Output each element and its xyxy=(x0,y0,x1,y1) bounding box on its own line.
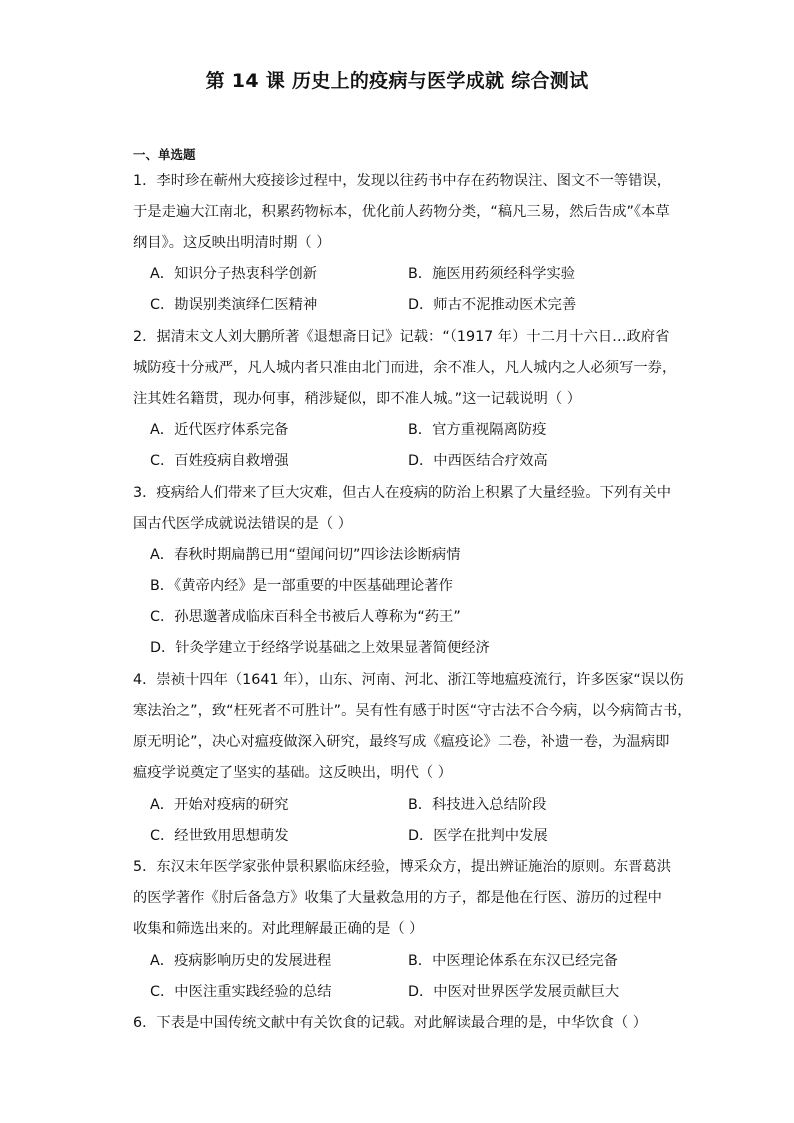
question-4-option-c: C．经世致用思想萌发 xyxy=(150,828,289,844)
question-3-line-2: 国古代医学成就说法错误的是（ ） xyxy=(133,516,352,532)
question-4-line-2: 寒法治之”，致“枉死者不可胜计”。吴有性有感于时医“守古法不合今病，以今病简古书， xyxy=(133,703,692,719)
question-5-option-a: A．疫病影响历史的发展进程 xyxy=(150,953,332,969)
question-1-line-3: 纲目》。这反映出明清时期（ ） xyxy=(133,235,331,251)
question-3-option-c: C．孙思邈著成临床百科全书被后人尊称为“药王” xyxy=(150,609,461,625)
question-1-line-2: 于是走遍大江南北，积累药物标本，优化前人药物分类，“稿凡三易，然后告成”《本草 xyxy=(133,204,670,220)
page-title: 第 14 课 历史上的疫病与医学成就 综合测试 xyxy=(205,70,589,92)
question-6-line-1: 6．下表是中国传统文献中有关饮食的记载。对此解读最合理的是，中华饮食（ ） xyxy=(133,1015,648,1031)
question-1-option-b: B．施医用药须经科学实验 xyxy=(408,266,576,282)
question-4-option-a: A．开始对疫病的研究 xyxy=(150,797,289,813)
question-3-line-1: 3．疫病给人们带来了巨大灾难，但古人在疫病的防治上积累了大量经验。下列有关中 xyxy=(133,485,672,501)
question-5-line-2: 的医学著作《肘后备急方》收集了大量救急用的方子，都是他在行医、游历的过程中 xyxy=(133,890,662,906)
question-4-line-1: 4．崇祯十四年（1641 年），山东、河南、河北、浙江等地瘟疫流行，许多医家“误以伤 xyxy=(133,672,684,688)
section-heading: 一、单选题 xyxy=(133,147,196,162)
question-2-line-1: 2．据清末文人刘大鹏所著《退想斋日记》记载：“（1917 年）十二月十六日…政府省 xyxy=(133,329,670,345)
question-4-option-b: B．科技进入总结阶段 xyxy=(408,797,547,813)
question-2-line-2: 城防疫十分戒严，凡人城内者只准由北门而进，余不准人，凡人城内之人必须写一券， xyxy=(133,360,677,376)
question-4-line-3: 原无明论”，决心对瘟疫做深入研究，最终写成《瘟疫论》二卷，补遗一卷，为温病即 xyxy=(133,734,670,750)
question-3-option-b: B．《黄帝内经》是一部重要的中医基础理论著作 xyxy=(150,578,453,594)
question-5-option-d: D．中医对世界医学发展贡献巨大 xyxy=(408,984,620,1000)
question-2-option-d: D．中西医结合疗效高 xyxy=(408,453,548,469)
question-1-option-c: C．勘误别类演绎仁医精神 xyxy=(150,297,318,313)
question-5-option-b: B．中医理论体系在东汉已经完备 xyxy=(408,953,618,969)
question-4-line-4: 瘟疫学说奠定了坚实的基础。这反映出，明代（ ） xyxy=(133,765,453,781)
question-2-option-b: B．官方重视隔离防疫 xyxy=(408,422,547,438)
question-5-line-3: 收集和筛选出来的。对此理解最正确的是（ ） xyxy=(133,921,424,937)
question-2-line-3: 注其姓名籍贯，现办何事，稍涉疑似，即不准人城。”这一记载说明（ ） xyxy=(133,391,582,407)
question-5-line-1: 5．东汉末年医学家张仲景积累临床经验，博采众方，提出辨证施治的原则。东晋葛洪 xyxy=(133,859,672,875)
question-2-option-c: C．百姓疫病自救增强 xyxy=(150,453,289,469)
question-3-option-d: D．针灸学建立于经络学说基础之上效果显著简便经济 xyxy=(150,640,490,656)
question-3-option-a: A．春秋时期扁鹊已用“望闻问切”四诊法诊断病情 xyxy=(150,547,461,563)
question-1-option-a: A．知识分子热衷科学创新 xyxy=(150,266,318,282)
question-1-line-1: 1．李时珍在蕲州大疫接诊过程中，发现以往药书中存在药物误注、图文不一等错误， xyxy=(133,173,672,189)
question-1-option-d: D．师古不泥推动医术完善 xyxy=(408,297,577,313)
question-5-option-c: C．中医注重实践经验的总结 xyxy=(150,984,332,1000)
question-2-option-a: A．近代医疗体系完备 xyxy=(150,422,289,438)
question-4-option-d: D．医学在批判中发展 xyxy=(408,828,548,844)
